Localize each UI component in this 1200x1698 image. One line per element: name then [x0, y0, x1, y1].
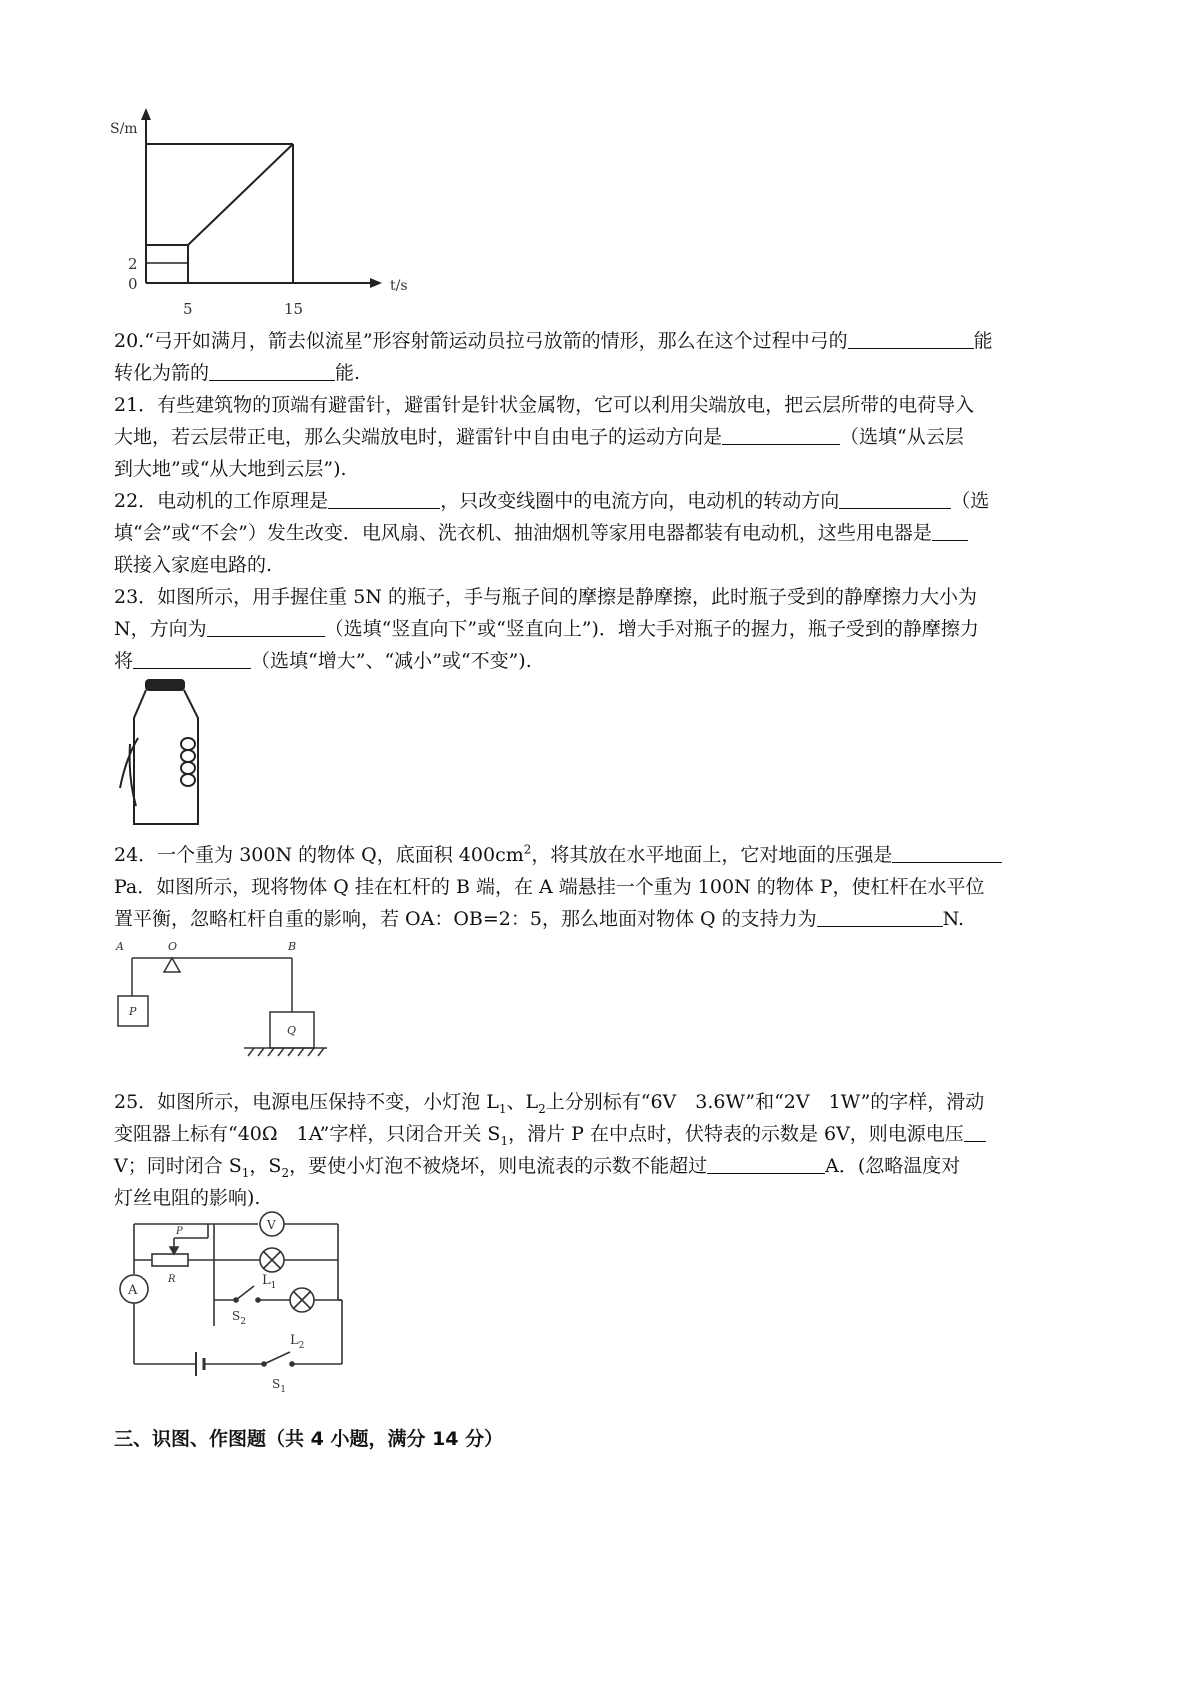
q25-text: 上分别标有“6V 3.6W”和“2V 1W”的字样，滑动	[545, 1091, 985, 1113]
q21-text: 21．有些建筑物的顶端有避雷针，避雷针是针状金属物，它可以利用尖端放电，把云层所带的电荷导入	[114, 394, 975, 416]
switch-s1	[264, 1352, 290, 1364]
x-tick-5: 5	[183, 300, 193, 318]
answer-blank[interactable]	[839, 486, 951, 509]
q25-text: 灯丝电阻的影响).	[114, 1187, 261, 1209]
q22-text: 填“会”或“不会”）发生改变．电风扇、洗衣机、抽油烟机等家用电器都装有电动机，这些用电器是	[114, 522, 932, 544]
q24-text: ，将其放在水平地面上，它对地面的压强是	[531, 844, 893, 866]
ammeter-label: A	[128, 1283, 138, 1298]
q20-text: 20.“弓开如满月，箭去似流星”形容射箭运动员拉弓放箭的情形，那么在这个过程中弓的	[114, 330, 848, 352]
label-q: Q	[287, 1024, 297, 1037]
q25-text: 变阻器上标有“40Ω 1A”字样，只闭合开关 S	[114, 1123, 501, 1145]
question-25-line-2	[114, 1118, 1074, 1150]
question-24-line-2	[114, 871, 1074, 903]
circuit-diagram	[112, 1214, 382, 1394]
question-25-line-3	[114, 1150, 1074, 1182]
question-25-line-1	[114, 1086, 1074, 1118]
q22-text: ，只改变线圈中的电流方向，电动机的转动方向	[440, 490, 840, 512]
label-o: O	[168, 940, 178, 953]
answer-blank[interactable]	[848, 326, 974, 349]
answer-blank[interactable]	[722, 422, 840, 445]
lever-figure	[112, 938, 342, 1062]
answer-blank[interactable]	[964, 1119, 986, 1142]
voltmeter-label: V	[267, 1218, 276, 1232]
answer-blank[interactable]	[707, 1151, 825, 1174]
question-20-line-1	[114, 325, 1074, 357]
question-21-line-3	[114, 453, 1074, 485]
distance-time-graph	[110, 108, 430, 318]
q25-text: 、L	[506, 1091, 539, 1113]
q22-text: 联接入家庭电路的.	[114, 554, 273, 576]
fulcrum-icon	[164, 958, 180, 972]
q25-text: ，要使小灯泡不被烧坏，则电流表的示数不能超过	[289, 1155, 708, 1177]
x-tick-15: 15	[284, 300, 304, 318]
q20-text: 能.	[335, 362, 361, 384]
q21-text: 到大地”或“从大地到云层”).	[114, 458, 347, 480]
bottle-outline	[134, 690, 198, 824]
question-22-line-2	[114, 517, 1074, 549]
question-22-line-3	[114, 549, 1074, 581]
label-a: A	[116, 940, 124, 953]
q23-text: N，方向为	[114, 618, 207, 640]
question-24-line-1	[114, 839, 1074, 871]
segment-rising	[188, 144, 293, 245]
q23-text: （选填“竖直向下”或“竖直向上”)．增大手对瓶子的握力，瓶子受到的静摩擦力	[324, 618, 979, 640]
finger-icon	[181, 774, 195, 786]
lamp-l2-label: $L_2$	[290, 1333, 305, 1351]
question-23-line-3	[114, 645, 1074, 677]
question-21-line-2	[114, 421, 1074, 453]
subscript: 1	[498, 1101, 507, 1116]
switch-contact	[234, 1298, 238, 1302]
answer-blank[interactable]	[817, 904, 943, 927]
q20-text: 转化为箭的	[114, 362, 210, 384]
superscript: 2	[523, 842, 532, 857]
hand-outline	[120, 738, 138, 806]
answer-blank[interactable]	[932, 518, 968, 541]
slider-arrow-icon	[170, 1247, 178, 1254]
x-arrow-icon	[370, 278, 382, 288]
question-23-line-2	[114, 613, 1074, 645]
subscript: 1	[500, 1133, 509, 1148]
q23-text: （选填“增大”、“减小”或“不变”).	[251, 650, 532, 672]
switch-s2-label: $S_2$	[232, 1309, 246, 1327]
bottle-hand-figure	[116, 678, 226, 828]
y-axis-label: S/m	[110, 121, 138, 137]
x-axis-label: t/s	[390, 278, 408, 294]
switch-s1-label: $S_1$	[272, 1377, 286, 1395]
label-p: P	[129, 1005, 137, 1018]
q22-text: 22．电动机的工作原理是	[114, 490, 329, 512]
q21-text: （选填“从云层	[840, 426, 964, 448]
question-21-line-1	[114, 389, 1074, 421]
q24-text: N.	[942, 908, 965, 930]
subscript: 1	[241, 1165, 250, 1180]
q24-text: Pa．如图所示，现将物体 Q 挂在杠杆的 B 端，在 A 端悬挂一个重为 100N 的物体 P，使杠杆在水平位	[114, 876, 985, 898]
y-tick-2: 2	[128, 255, 138, 273]
label-b: B	[288, 940, 297, 953]
q25-text: A．(忽略温度对	[825, 1155, 961, 1177]
answer-blank[interactable]	[133, 646, 251, 669]
switch-s2	[236, 1286, 254, 1300]
q22-text: （选	[951, 490, 990, 512]
q21-text: 大地，若云层带正电，那么尖端放电时，避雷针中自由电子的运动方向是	[114, 426, 723, 448]
lamp-l1-label: $L_1$	[262, 1273, 277, 1291]
q25-text: V；同时闭合 S	[114, 1155, 242, 1177]
q24-text: 置平衡，忽略杠杆自重的影响，若 OA：OB=2：5，那么地面对物体 Q 的支持力为	[114, 908, 817, 930]
rheostat	[152, 1254, 188, 1266]
finger-icon	[181, 750, 195, 762]
subscript: 2	[538, 1101, 546, 1116]
q25-text: ，滑片 P 在中点时，伏特表的示数是 6V，则电源电压	[508, 1123, 964, 1145]
subscript: 2	[281, 1165, 290, 1180]
finger-icon	[181, 738, 195, 750]
question-24-line-3	[114, 903, 1074, 935]
origin-label: 0	[128, 275, 138, 293]
q25-text: 25．如图所示，电源电压保持不变，小灯泡 L	[114, 1091, 499, 1113]
answer-blank[interactable]	[207, 614, 325, 637]
y-arrow-icon	[141, 108, 151, 120]
finger-icon	[181, 762, 195, 774]
bottle-cap	[146, 680, 184, 690]
answer-blank[interactable]	[892, 840, 1002, 863]
answer-blank[interactable]	[209, 358, 335, 381]
question-23-line-1	[114, 581, 1074, 613]
slider-label: P	[176, 1226, 183, 1237]
answer-blank[interactable]	[328, 486, 440, 509]
q23-text: 23．如图所示，用手握住重 5N 的瓶子，手与瓶子间的摩擦是静摩擦，此时瓶子受到的静摩擦力大小为	[114, 586, 977, 608]
question-20-line-2	[114, 357, 1074, 389]
question-22-line-1	[114, 485, 1074, 517]
question-25-line-4	[114, 1182, 1074, 1214]
rheostat-label: R	[168, 1274, 176, 1285]
q20-text: 能	[973, 330, 993, 352]
section-heading: 三、识图、作图题（共 4 小题，满分 14 分）	[114, 1428, 504, 1450]
q23-text: 将	[114, 650, 134, 672]
q24-text: 24．一个重为 300N 的物体 Q，底面积 400cm	[114, 844, 524, 866]
q25-text: ，S	[249, 1155, 282, 1177]
